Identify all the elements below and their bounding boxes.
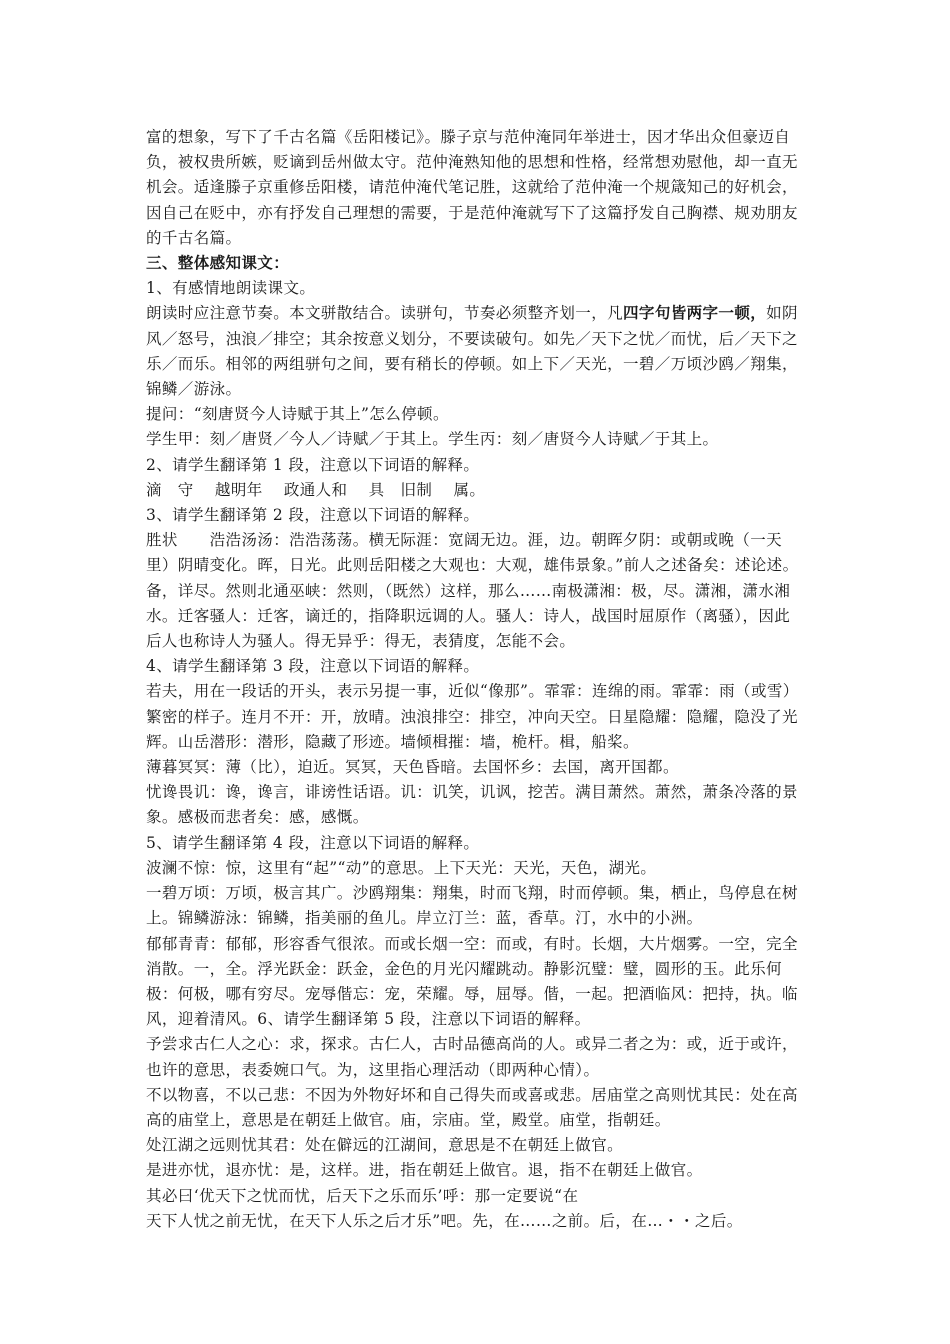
- explanation-paragraph: 天下人忧之前无忧，在天下人乐之后才乐”吧。先，在……之前。后，在…・・之后。: [146, 1211, 743, 1230]
- explanation-paragraph: 波澜不惊：惊，这里有“起”“动”的意思。上下天光：天光，天色，湖光。: [146, 858, 657, 877]
- reading-text-a: 朗读时应注意节奏。本文骈散结合。读骈句，节奏必须整齐划一，凡: [146, 304, 624, 323]
- list-item: 5、请学生翻译第 4 段，注意以下词语的解释。: [146, 833, 480, 852]
- list-item: 4、请学生翻译第 3 段，注意以下词语的解释。: [146, 657, 480, 676]
- explanation-paragraph: 郁郁青青：郁郁，形容香气很浓。而或长烟一空：而或，有时。长烟，大片烟雾。一空，完全消散。一，全。浮光跃金：跃金，金色的月光闪耀跳动。静影沉璧：璧，圆形的玉。此乐何极：何极，哪有穷尽。宠辱偕忘：宠，荣耀。辱，屈辱。偕，一起。把酒临风：把持，执。临风，迎着清风。6、请学生翻译第 5 段，注意以下词语的解释。: [146, 934, 798, 1029]
- explanation-paragraph: 处江湖之远则忧其君：处在僻远的江湖间，意思是不在朝廷上做官。: [146, 1136, 624, 1155]
- reading-text-b: 如阴风／怒号，浊浪／排空；其余按意义划分，不要读破句。如先／天下之忧／而忧，后／天下之乐／而乐。相邻的两组骈句之间，要有稍长的停顿。如上下／天光，一碧／万顷沙鸥／翔集，锦鳞／游泳。: [146, 304, 798, 399]
- explanation-paragraph: 一碧万顷：万顷，极言其广。沙鸥翔集：翔集，时而飞翔，时而停顿。集，栖止，鸟停息在树上。锦鳞游泳：锦鳞，指美丽的鱼儿。岸立汀兰：蓝，香草。汀，水中的小洲。: [146, 884, 798, 928]
- explanation-paragraph: 忧谗畏讥：谗，谗言，诽谤性话语。讥：讥笑，讥讽，挖苦。满目萧然。萧然，萧条冷落的景象。感极而悲者矣：感，感慨。: [146, 783, 798, 827]
- section-heading: 三、整体感知课文：: [146, 254, 290, 273]
- explanation-paragraph: 不以物喜，不以己悲：不因为外物好坏和自己得失而或喜或悲。居庙堂之高则忧其民：处在高高的庙堂上，意思是在朝廷上做官。庙，宗庙。堂，殿堂。庙堂，指朝廷。: [146, 1085, 798, 1129]
- explanation-paragraph: 其必曰‘优天下之忧而忧，后天下之乐而乐’呼：那一定要说“在: [146, 1186, 579, 1205]
- explanation-paragraph: 薄暮冥冥：薄（比），迫近。冥冥，天色昏暗。去国怀乡：去国，离开国都。: [146, 758, 679, 777]
- list-item: 2、请学生翻译第 1 段，注意以下词语的解释。: [146, 455, 480, 474]
- list-item: 1、有感情地朗读课文。: [146, 279, 316, 298]
- explanation-paragraph: 是进亦忧，退亦忧：是，这样。进，指在朝廷上做官。退，指不在朝廷上做官。: [146, 1161, 703, 1180]
- list-item: 3、请学生翻译第 2 段，注意以下词语的解释。: [146, 506, 480, 525]
- explanation-paragraph: 胜状 浩浩汤汤：浩浩荡荡。横无际涯：宽阔无边。涯，边。朝晖夕阴：或朝或晚（一天里）阴晴变化。晖，日光。此则岳阳楼之大观也：大观，雄伟景象。”前人之述备矣：述论述。备，详尽。然则北通巫峡：然则，（既然）这样，那么……南极潇湘：极，尽。潇湘，潇水湘水。迁客骚人：迁客，谪迁的，指降职远调的人。骚人：诗人，战国时屈原作（离骚），因此后人也称诗人为骚人。得无异乎：得无，表猜度，怎能不会。: [146, 531, 799, 651]
- intro-paragraph: 富的想象，写下了千古名篇《岳阳楼记》。滕子京与范仲淹同年举进士，因才华出众但豪迈自负，被权贵所嫉，贬谪到岳州做太守。范仲淹熟知他的思想和性格，经常想劝慰他，却一直无机会。适逢滕子京重修岳阳楼，请范仲淹代笔记胜，这就给了范仲淹一个规箴知己的好机会，因自己在贬中，亦有抒发自己理想的需要，于是范仲淹就写下了这篇抒发自己胸襟、规劝朋友的千古名篇。: [146, 128, 798, 247]
- students-line: 学生甲：刻／唐贤／今人／诗赋／于其上。学生丙：刻／唐贤今人诗赋／于其上。: [146, 430, 719, 449]
- reading-bold-text: 四字句皆两字一顿，: [623, 304, 767, 323]
- question-line: 提问：“刻唐贤今人诗赋于其上”怎么停顿。: [146, 405, 449, 424]
- word-list: 滴 守 越明年 政通人和 具 旧制 属。: [146, 480, 486, 499]
- document-body: [146, 125, 806, 1234]
- explanation-paragraph: 予尝求古仁人之心：求，探求。古仁人，古时品德高尚的人。或异二者之为：或，近于或许，也许的意思，表委婉口气。为，这里指心理活动（即两种心情）。: [146, 1035, 798, 1079]
- explanation-paragraph: 若夫，用在一段话的开头，表示另提一事，近似“像那”。霏霏：连绵的雨。霏霏：雨（或雪）繁密的样子。连月不开：开，放晴。浊浪排空：排空，冲向天空。日星隐耀：隐耀，隐没了光辉。山岳潜形：潜形，隐藏了形迹。墙倾楫摧：墙，桅杆。楫，船桨。: [146, 682, 799, 751]
- reading-paragraph: [146, 301, 806, 402]
